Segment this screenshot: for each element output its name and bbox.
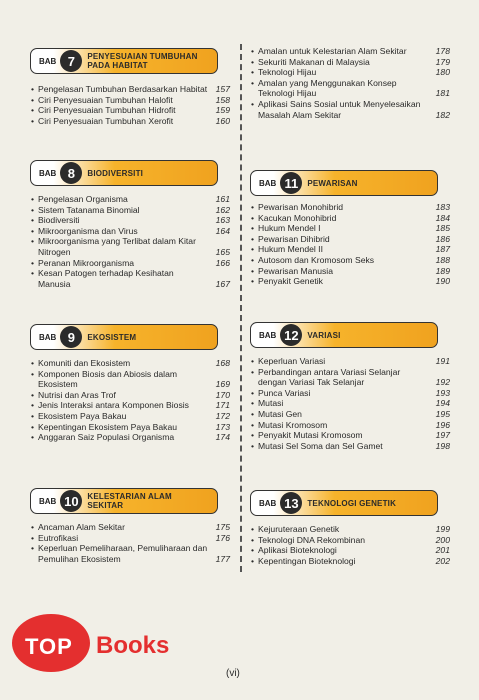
chapter-title-line2: PADA HABITAT xyxy=(87,61,148,70)
toc-entry[interactable]: • Ekosistem Paya Bakau 172 xyxy=(31,410,230,421)
chapter-title: PEWARISAN xyxy=(307,178,358,188)
toc-entry[interactable]: • Autosom dan Kromosom Seks 188 xyxy=(251,254,450,265)
toc-entry[interactable]: • Sistem Tatanama Binomial 162 xyxy=(31,204,230,215)
toc-entry-page: 163 xyxy=(215,215,230,226)
toc-entry[interactable]: • Eutrofikasi 176 xyxy=(31,532,230,543)
toc-entry-text: Mikroorganisma dan Virus xyxy=(38,225,138,236)
chapter-item-list xyxy=(30,84,230,126)
chapter-number-badge: 12 xyxy=(280,324,302,346)
chapter-12 xyxy=(250,322,450,451)
chapter-title-line1: KELESTARIAN ALAM xyxy=(87,492,172,501)
toc-entry[interactable]: • Ciri Penyesuaian Tumbuhan Halofit 158 xyxy=(31,94,230,105)
toc-entry-page: 198 xyxy=(435,440,450,451)
toc-entry-page: 188 xyxy=(435,254,450,265)
logo-top-text: TOP xyxy=(25,634,73,659)
toc-entry-text: Amalan yang Menggunakan Konsep Teknologi Hijau xyxy=(258,77,397,99)
toc-entry-page: 183 xyxy=(435,202,450,212)
chapter-number-badge: 9 xyxy=(60,326,82,348)
toc-entry-text: Perbandingan antara Variasi Selanjar dengan Variasi Tak Selanjar xyxy=(258,366,401,388)
toc-entry-page: 171 xyxy=(215,400,230,411)
toc-entry-text: Amalan untuk Kelestarian Alam Sekitar xyxy=(258,46,407,56)
toc-entry-text: Anggaran Saiz Populasi Organisma xyxy=(38,432,175,443)
toc-entry-text: Kejuruteraan Genetik xyxy=(258,524,340,534)
bab-label: BAB xyxy=(39,168,57,178)
toc-entry[interactable]: • Mutasi Kromosom 196 xyxy=(251,419,450,430)
toc-entry[interactable]: • Nutrisi dan Aras Trof 170 xyxy=(31,389,230,400)
toc-entry-text: Pengelasan Tumbuhan Berdasarkan Habitat xyxy=(38,84,208,94)
toc-entry-text: Kepentingan Ekosistem Paya Bakau xyxy=(38,421,178,432)
chapter-title: BIODIVERSITI xyxy=(87,168,144,178)
topbooks-watermark-logo xyxy=(8,610,198,680)
chapter-number-badge: 11 xyxy=(280,172,302,194)
toc-entry-text: Punca Variasi xyxy=(258,387,311,398)
toc-entry[interactable]: • Kepentingan Bioteknologi 202 xyxy=(251,555,450,566)
toc-entry-page: 180 xyxy=(435,67,450,78)
toc-entry-text: Ciri Penyesuaian Tumbuhan Halofit xyxy=(38,94,173,105)
toc-entry-text: Aplikasi Sains Sosial untuk Menyelesaikan Masalah Alam Sekitar xyxy=(258,98,421,120)
toc-entry-text: Peranan Mikroorganisma xyxy=(38,257,135,268)
toc-entry-page: 158 xyxy=(215,94,230,105)
chapter-title: TEKNOLOGI GENETIK xyxy=(307,498,397,508)
logo-books-text: Books xyxy=(96,632,170,659)
toc-entry-page: 175 xyxy=(215,522,230,532)
bab-label: BAB xyxy=(259,498,277,508)
toc-entry-text: Pewarisan Monohibrid xyxy=(258,202,344,212)
toc-entry[interactable]: • Mikroorganisma dan Virus 164 xyxy=(31,225,230,236)
chapter-7 xyxy=(30,48,230,126)
chapter-item-list xyxy=(250,356,450,451)
toc-entry-text: Mutasi Kromosom xyxy=(258,419,328,430)
chapter-item-list xyxy=(30,194,230,289)
toc-entry-page: 161 xyxy=(215,194,230,204)
toc-entry-page: 157 xyxy=(215,84,230,94)
toc-entry-text: Pewarisan Manusia xyxy=(258,265,333,276)
chapter-number-badge: 10 xyxy=(60,490,82,512)
toc-entry-page: 178 xyxy=(435,46,450,56)
chapter-banner xyxy=(30,48,218,74)
chapter-item-list xyxy=(250,202,450,287)
toc-entry-page: 165 xyxy=(215,246,230,257)
chapter-item-list xyxy=(30,522,230,564)
toc-entry-page: 164 xyxy=(215,225,230,236)
toc-entry[interactable]: • Pewarisan Manusia 189 xyxy=(251,265,450,276)
toc-entry-page: 192 xyxy=(435,377,450,388)
toc-entry-text: Aplikasi Bioteknologi xyxy=(258,545,337,556)
toc-entry-page: 170 xyxy=(215,389,230,400)
toc-entry-page: 181 xyxy=(435,88,450,99)
toc-entry-text: Hukum Mendel II xyxy=(258,244,323,255)
bab-label: BAB xyxy=(39,496,57,506)
chapter-banner xyxy=(250,490,438,516)
bab-label: BAB xyxy=(39,332,57,342)
toc-entry-page: 189 xyxy=(435,265,450,276)
toc-entry-page: 182 xyxy=(435,109,450,120)
toc-entry[interactable]: • Hukum Mendel I 185 xyxy=(251,223,450,234)
column-divider xyxy=(240,44,242,572)
toc-entry-text: Jenis Interaksi antara Komponen Biosis xyxy=(38,400,189,411)
toc-entry[interactable]: • Mutasi Gen 195 xyxy=(251,408,450,419)
toc-entry[interactable]: • Ancaman Alam Sekitar 175 xyxy=(31,522,230,532)
toc-entry-text: Pengelasan Organisma xyxy=(38,194,128,204)
toc-entry-page: 196 xyxy=(435,419,450,430)
toc-entry[interactable]: • Kejuruteraan Genetik 199 xyxy=(251,524,450,534)
toc-entry-page: 201 xyxy=(435,545,450,556)
toc-entry-page: 168 xyxy=(215,358,230,368)
chapter-title-line1: PENYESUAIAN TUMBUHAN xyxy=(87,52,198,61)
toc-entry-text: Pewarisan Dihibrid xyxy=(258,233,330,244)
toc-entry[interactable]: • Pewarisan Monohibrid 183 xyxy=(251,202,450,212)
toc-entry-page: 176 xyxy=(215,532,230,543)
chapter-banner xyxy=(30,324,218,350)
toc-entry[interactable]: • Teknologi DNA Rekombinan 200 xyxy=(251,534,450,545)
toc-entry[interactable]: • Pengelasan Organisma 161 xyxy=(31,194,230,204)
toc-entry[interactable]: • Ciri Penyesuaian Tumbuhan Xerofit 160 xyxy=(31,115,230,126)
toc-entry[interactable]: • Peranan Mikroorganisma 166 xyxy=(31,257,230,268)
toc-entry[interactable]: • Sekuriti Makanan di Malaysia 179 xyxy=(251,56,450,67)
toc-entry-page: 162 xyxy=(215,204,230,215)
continued-item-list xyxy=(250,46,450,120)
toc-entry[interactable]: • Anggaran Saiz Populasi Organisma 174 xyxy=(31,432,230,443)
toc-entry-page: 169 xyxy=(215,379,230,390)
toc-entry-page: 174 xyxy=(215,432,230,443)
toc-entry-text: Komponen Biosis dan Abiosis dalam Ekosistem xyxy=(38,368,178,390)
toc-entry[interactable]: • Penyakit Genetik 190 xyxy=(251,276,450,287)
toc-entry[interactable]: • Keperluan Variasi 191 xyxy=(251,356,450,366)
toc-entry-text: Sistem Tatanama Binomial xyxy=(38,204,140,215)
chapter-9 xyxy=(30,324,230,443)
bab-label: BAB xyxy=(259,330,277,340)
chapter-number-badge: 7 xyxy=(60,50,82,72)
toc-entry[interactable]: • Keperluan Pemeliharaan, Pemuliharaan dan Pemulihan Ekosistem 177 xyxy=(31,543,230,564)
bab-label: BAB xyxy=(39,56,57,66)
toc-entry-text: Autosom dan Kromosom Seks xyxy=(258,254,375,265)
toc-entry-page: 187 xyxy=(435,244,450,255)
toc-entry-text: Mikroorganisma yang Terlibat dalam Kitar Nitrogen xyxy=(38,236,196,257)
chapter-item-list xyxy=(250,524,450,566)
toc-entry[interactable]: • Punca Variasi 193 xyxy=(251,387,450,398)
toc-entry-page: 200 xyxy=(435,534,450,545)
chapter-number-badge: 13 xyxy=(280,492,302,514)
toc-entry-text: Ciri Penyesuaian Tumbuhan Xerofit xyxy=(38,115,174,126)
chapter-10 xyxy=(30,488,230,564)
toc-entry-page: 172 xyxy=(215,410,230,421)
toc-entry-text: Teknologi Hijau xyxy=(258,67,317,78)
toc-entry-text: Hukum Mendel I xyxy=(258,223,321,234)
toc-entry-page: 194 xyxy=(435,398,450,409)
chapter-banner xyxy=(30,488,218,514)
toc-entry[interactable]: • Mutasi 194 xyxy=(251,398,450,409)
chapter-number-badge: 8 xyxy=(60,162,82,184)
toc-entry-text: Komuniti dan Ekosistem xyxy=(38,358,131,368)
chapter-banner xyxy=(250,322,438,348)
toc-entry-text: Mutasi xyxy=(258,398,284,409)
toc-entry-page: 191 xyxy=(435,356,450,366)
toc-entry[interactable]: • Hukum Mendel II 187 xyxy=(251,244,450,255)
toc-entry[interactable]: • Pengelasan Tumbuhan Berdasarkan Habitat 157 xyxy=(31,84,230,94)
toc-entry-page: 167 xyxy=(215,278,230,289)
toc-entry-text: Keperluan Pemeliharaan, Pemuliharaan dan Pemulihan Ekosistem xyxy=(38,543,208,564)
bab-label: BAB xyxy=(259,178,277,188)
toc-entry[interactable]: • Biodiversiti 163 xyxy=(31,215,230,226)
toc-entry-text: Mutasi Sel Soma dan Sel Gamet xyxy=(258,440,383,451)
toc-entry-page: 202 xyxy=(435,555,450,566)
toc-entry[interactable]: • Mutasi Sel Soma dan Sel Gamet 198 xyxy=(251,440,450,451)
toc-entry[interactable]: • Kepentingan Ekosistem Paya Bakau 173 xyxy=(31,421,230,432)
chapter-11 xyxy=(250,170,450,287)
toc-entry[interactable]: • Ciri Penyesuaian Tumbuhan Hidrofit 159 xyxy=(31,105,230,116)
toc-entry-page: 173 xyxy=(215,421,230,432)
toc-entry-page: 185 xyxy=(435,223,450,234)
toc-entry-page: 166 xyxy=(215,257,230,268)
toc-entry-text: Ekosistem Paya Bakau xyxy=(38,410,127,421)
toc-entry-text: Kepentingan Bioteknologi xyxy=(258,555,356,566)
chapter-title xyxy=(87,492,172,510)
toc-entry-page: 190 xyxy=(435,276,450,287)
toc-entry-page: 177 xyxy=(215,553,230,564)
toc-entry-page: 160 xyxy=(215,115,230,126)
chapter-title: EKOSISTEM xyxy=(87,332,137,342)
toc-entry-text: Nutrisi dan Aras Trof xyxy=(38,389,116,400)
toc-entry-text: Biodiversiti xyxy=(38,215,80,226)
toc-entry[interactable]: • Mikroorganisma yang Terlibat dalam Kitar Nitrogen 165 xyxy=(31,236,230,257)
toc-entry[interactable]: • Komuniti dan Ekosistem 168 xyxy=(31,358,230,368)
toc-entry-page: 195 xyxy=(435,408,450,419)
chapter-13 xyxy=(250,490,450,566)
toc-entry-text: Penyakit Mutasi Kromosom xyxy=(258,430,363,441)
toc-entry[interactable]: • Pewarisan Dihibrid 186 xyxy=(251,233,450,244)
chapter-8 xyxy=(30,160,230,289)
chapter-title: VARIASI xyxy=(307,330,341,340)
toc-entry-text: Kacukan Monohibrid xyxy=(258,212,337,223)
toc-entry-text: Teknologi DNA Rekombinan xyxy=(258,534,366,545)
chapter-title-line2: SEKITAR xyxy=(87,501,124,510)
toc-entry-text: Ancaman Alam Sekitar xyxy=(38,522,125,532)
toc-entry-page: 159 xyxy=(215,105,230,116)
toc-entry[interactable]: • Aplikasi Sains Sosial untuk Menyelesaikan Masalah Alam Sekitar 182 xyxy=(251,98,450,120)
toc-entry-text: Mutasi Gen xyxy=(258,408,302,419)
toc-entry-page: 184 xyxy=(435,212,450,223)
toc-entry[interactable]: • Aplikasi Bioteknologi 201 xyxy=(251,545,450,556)
chapter-item-list xyxy=(30,358,230,443)
toc-entry[interactable]: • Jenis Interaksi antara Komponen Biosis 171 xyxy=(31,400,230,411)
toc-entry-text: Kesan Patogen terhadap Kesihatan Manusia xyxy=(38,268,174,289)
toc-entry[interactable]: • Amalan yang Menggunakan Konsep Teknologi Hijau 181 xyxy=(251,77,450,99)
toc-entry-page: 193 xyxy=(435,387,450,398)
page-number: (vi) xyxy=(226,668,240,679)
toc-entry[interactable]: • Amalan untuk Kelestarian Alam Sekitar 178 xyxy=(251,46,450,56)
toc-entry[interactable]: • Teknologi Hijau 180 xyxy=(251,67,450,78)
toc-entry-text: Keperluan Variasi xyxy=(258,356,326,366)
toc-entry-text: Ciri Penyesuaian Tumbuhan Hidrofit xyxy=(38,105,176,116)
chapter-banner xyxy=(30,160,218,186)
toc-entry-page: 199 xyxy=(435,524,450,534)
toc-entry-text: Sekuriti Makanan di Malaysia xyxy=(258,56,370,67)
toc-entry-text: Penyakit Genetik xyxy=(258,276,323,287)
toc-entry[interactable]: • Perbandingan antara Variasi Selanjar dengan Variasi Tak Selanjar 192 xyxy=(251,366,450,388)
chapter-title xyxy=(87,52,197,70)
toc-entry[interactable]: • Kacukan Monohibrid 184 xyxy=(251,212,450,223)
chapter-banner xyxy=(250,170,438,196)
toc-entry-page: 197 xyxy=(435,430,450,441)
toc-entry[interactable]: • Penyakit Mutasi Kromosom 197 xyxy=(251,430,450,441)
toc-entry-text: Eutrofikasi xyxy=(38,532,79,543)
toc-entry[interactable]: • Komponen Biosis dan Abiosis dalam Ekosistem 169 xyxy=(31,368,230,390)
toc-entry-page: 186 xyxy=(435,233,450,244)
toc-entry-page: 179 xyxy=(435,56,450,67)
toc-entry[interactable]: • Kesan Patogen terhadap Kesihatan Manusia 167 xyxy=(31,268,230,289)
